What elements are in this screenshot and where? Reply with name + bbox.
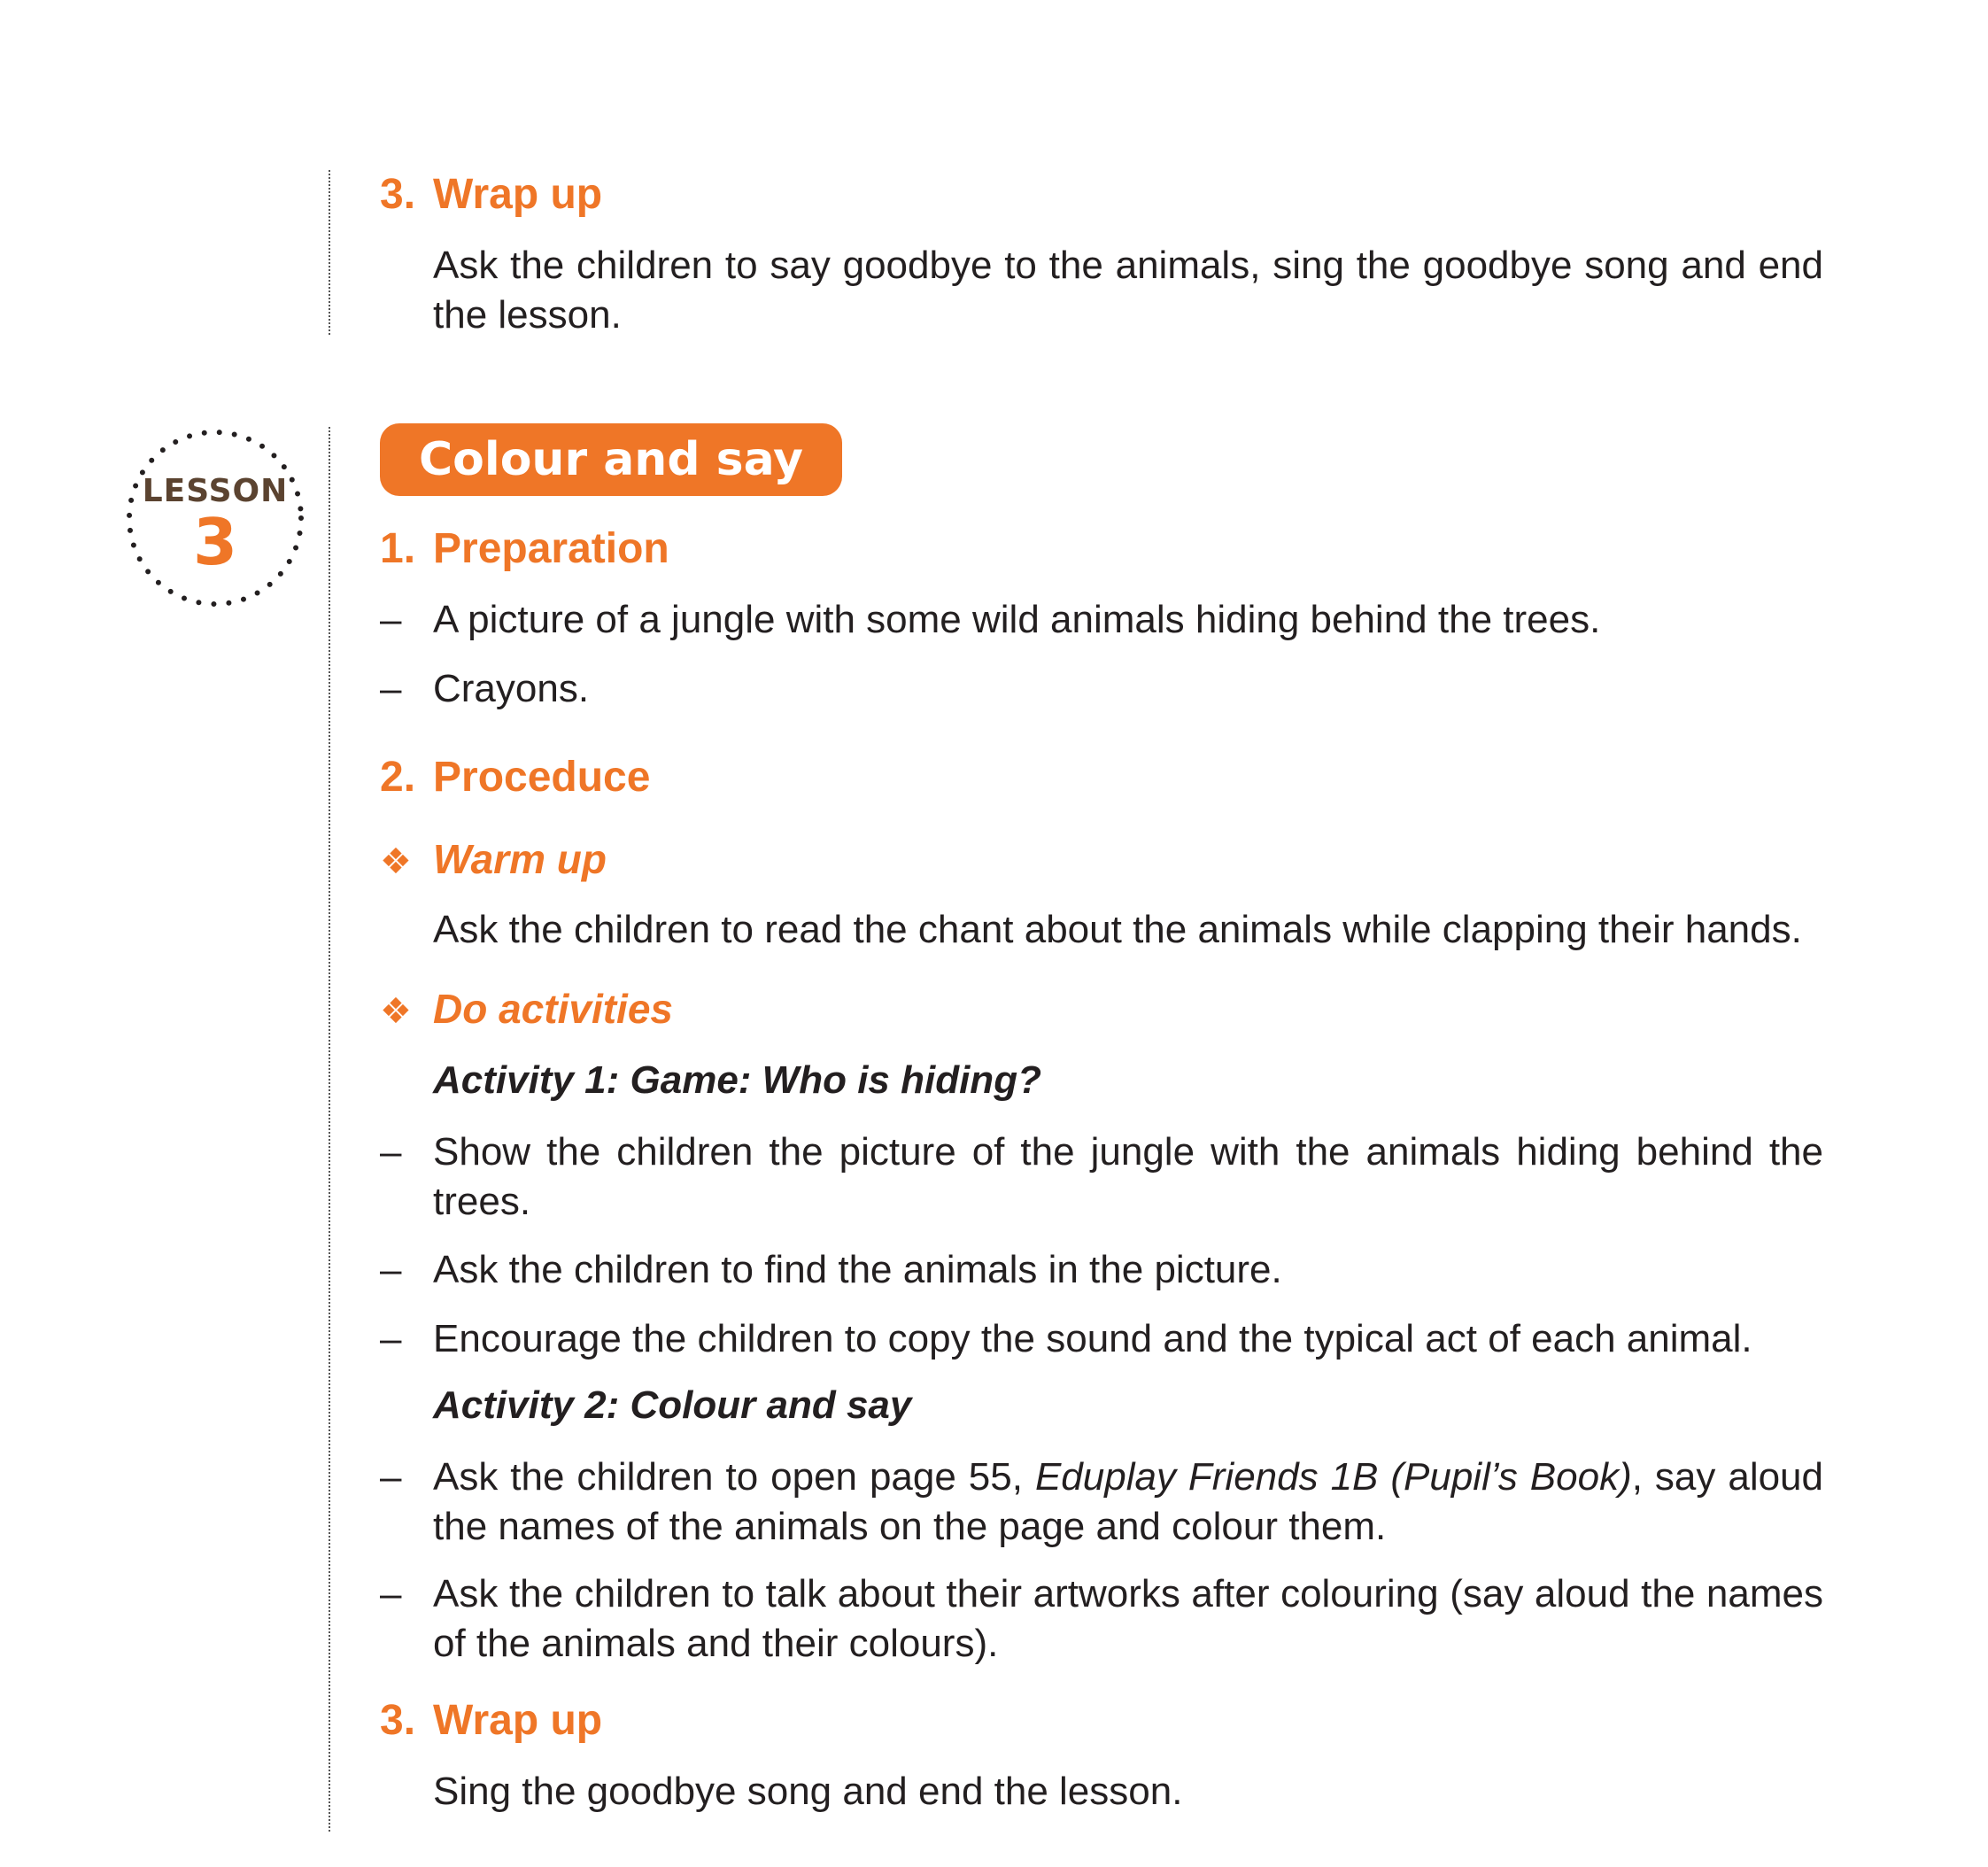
wrap-up-title: Wrap up (433, 1697, 603, 1744)
warm-up-heading (380, 835, 607, 883)
activity-1-item-1: Show the children the picture of the jungle with the animals hiding behind the trees. (433, 1130, 1823, 1223)
procedure-number: 2. (380, 754, 416, 801)
top-wrap-up-text: Ask the children to say goodbye to the animals, sing the goodbye song and end the lesson. (433, 244, 1823, 337)
lesson-badge-number: 3 (192, 505, 238, 579)
list-item (380, 595, 1823, 645)
dash-icon: – (380, 1130, 402, 1174)
lesson-badge (124, 427, 306, 609)
diamond-bullet-icon: ❖ (380, 992, 412, 1031)
dash-icon: – (380, 667, 402, 710)
preparation-item-2: Crayons. (433, 667, 590, 710)
procedure-title: Proceduce (433, 754, 651, 801)
activity-2-item-1 (433, 1453, 1823, 1552)
diamond-bullet-icon: ❖ (380, 842, 412, 881)
wrap-up-number: 3. (380, 1697, 416, 1744)
section-divider-line-main (329, 427, 330, 1832)
lesson-title: Colour and say (380, 423, 842, 496)
activity-2-title: Activity 2: Colour and say (433, 1383, 912, 1427)
preparation-title: Preparation (433, 525, 669, 572)
dash-icon: – (380, 1317, 402, 1360)
book-title: Eduplay Friends 1B (Pupil’s Book) (1034, 1455, 1632, 1499)
warm-up-text: Ask the children to read the chant about the animals while clapping their hands. (433, 908, 1802, 951)
activity-1-item-3: Encourage the children to copy the sound and the typical act of each animal. (433, 1317, 1752, 1360)
dash-icon: – (380, 598, 402, 641)
dash-icon: – (380, 1248, 402, 1291)
list-item (380, 1314, 1823, 1364)
list-item (380, 1127, 1823, 1227)
section-divider-line-top (329, 170, 330, 335)
top-wrap-up-heading (380, 170, 602, 219)
activity-1-title: Activity 1: Game: Who is hiding? (433, 1058, 1041, 1102)
list-item (380, 1453, 1823, 1552)
list-item (380, 1569, 1823, 1669)
do-activities-heading (380, 985, 673, 1033)
wrap-up-text: Sing the goodbye song and end the lesson. (433, 1770, 1183, 1813)
dash-icon: – (380, 1455, 402, 1499)
preparation-number: 1. (380, 525, 416, 572)
top-wrap-up-title: Wrap up (433, 171, 603, 218)
preparation-item-1: A picture of a jungle with some wild animals hiding behind the trees. (433, 598, 1601, 641)
activity-2-item-1-end: , say aloud the names of the animals on the page and colour them. (433, 1455, 1824, 1548)
wrap-up-heading (380, 1696, 602, 1745)
lesson-badge-word: LESSON (142, 473, 289, 509)
activity-1-item-2: Ask the children to find the animals in the picture. (433, 1248, 1282, 1291)
activity-2-item-2: Ask the children to talk about their artworks after colouring (say aloud the names of the animals and their colours). (433, 1572, 1823, 1665)
list-item (380, 1245, 1823, 1295)
top-wrap-up-number: 3. (380, 171, 416, 218)
list-item (380, 664, 1823, 714)
preparation-heading (380, 524, 669, 573)
warm-up-title: Warm up (433, 836, 607, 882)
activity-2-item-1-start: Ask the children to open page 55, (433, 1455, 1035, 1499)
procedure-heading (380, 753, 650, 802)
do-activities-title: Do activities (433, 986, 673, 1032)
dash-icon: – (380, 1572, 402, 1615)
